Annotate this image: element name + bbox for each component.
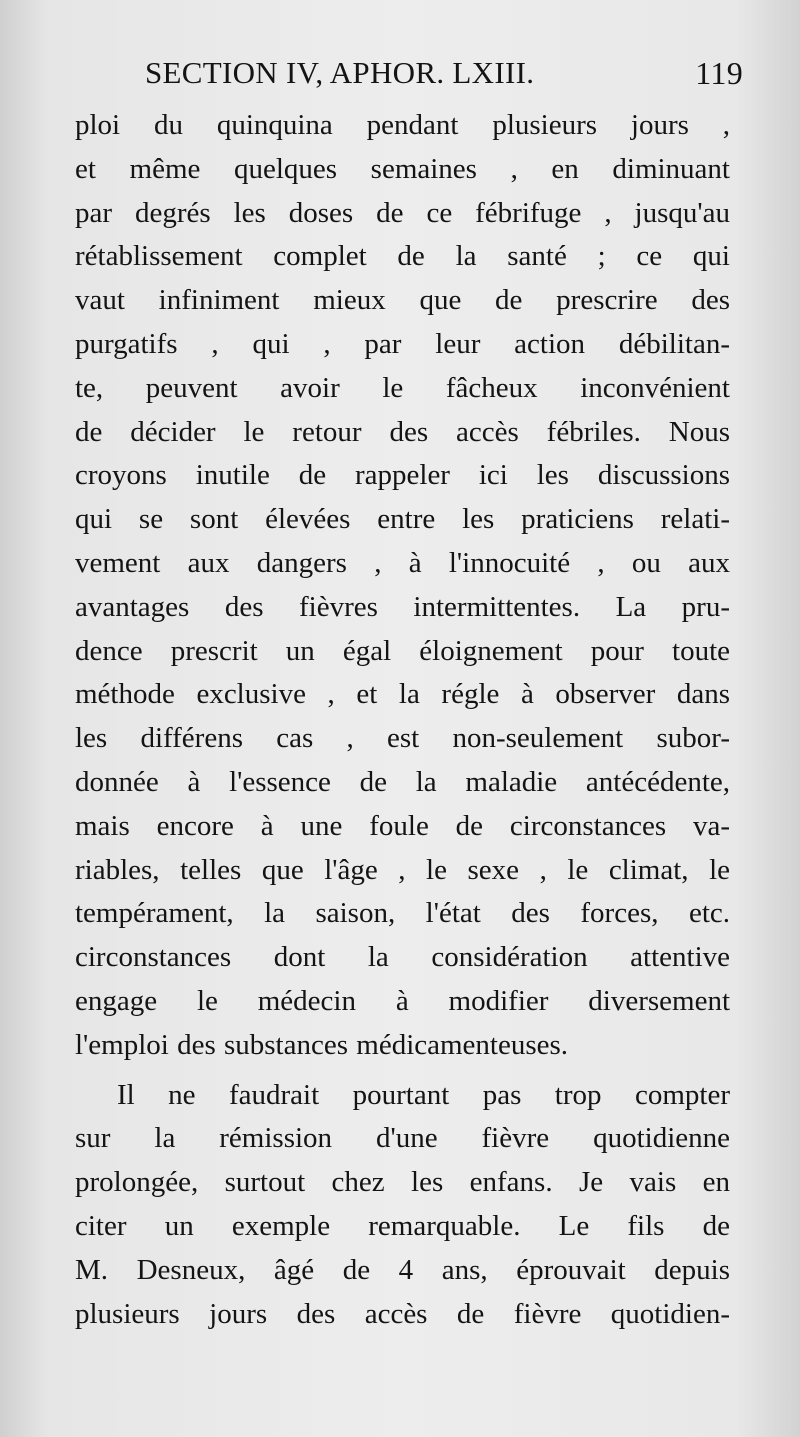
text-line: M. Desneux, âgé de 4 ans, éprouvait depuis [75,1253,730,1286]
text-line: plusieurs jours des accès de fièvre quotidien- [75,1297,730,1330]
text-line: sur la rémission d'une fièvre quotidienne [75,1122,730,1155]
text-line: te, peuvent avoir le fâcheux inconvénient [75,371,730,404]
paragraph-2 [75,1074,730,1337]
text-line: prolongée, surtout chez les enfans. Je vais en [75,1166,730,1199]
text-line: mais encore à une foule de circonstances va- [75,809,730,842]
text-line: avantages des fièvres intermittentes. La pru- [75,590,730,623]
text-line: par degrés les doses de ce fébrifuge , jusqu'au [75,196,730,229]
page-number: 119 [695,54,743,91]
paragraph-1 [75,104,730,1068]
text-line: donnée à l'essence de la maladie antécédente, [75,765,730,798]
text-line: purgatifs , qui , par leur action débilitan- [75,327,730,360]
text-line: dence prescrit un égal éloignement pour toute [75,634,730,667]
text-line: tempérament, la saison, l'état des forces, etc. [75,897,730,930]
text-line: citer un exemple remarquable. Le fils de [75,1209,730,1242]
text-line: vaut infiniment mieux que de prescrire des [75,284,730,317]
text-line: ploi du quinquina pendant plusieurs jours , [75,109,730,141]
text-line: circonstances dont la considération attentive [75,941,730,974]
text-line: l'emploi des substances médicamenteuses. [75,1028,569,1061]
text-line: rétablissement complet de la santé ; ce qui [75,240,730,273]
text-line: méthode exclusive , et la régle à observer dans [75,678,730,711]
text-line: riables, telles que l'âge , le sexe , le climat, le [75,853,730,886]
text-line: engage le médecin à modifier diversement [75,984,730,1017]
text-line: Il ne faudrait pourtant pas trop compter [117,1078,730,1111]
text-line: les différens cas , est non-seulement subor- [75,722,730,755]
text-line: croyons inutile de rappeler ici les discussions [75,459,730,492]
running-title: SECTION IV, APHOR. LXIII. [145,55,535,90]
text-line: de décider le retour des accès fébriles. Nous [75,415,730,448]
running-header [145,52,743,94]
text-line: vement aux dangers , à l'innocuité , ou aux [75,546,730,579]
text-line: et même quelques semaines , en diminuant [75,152,730,185]
page-body [75,104,730,1336]
text-line: qui se sont élevées entre les praticiens relati- [75,503,730,536]
